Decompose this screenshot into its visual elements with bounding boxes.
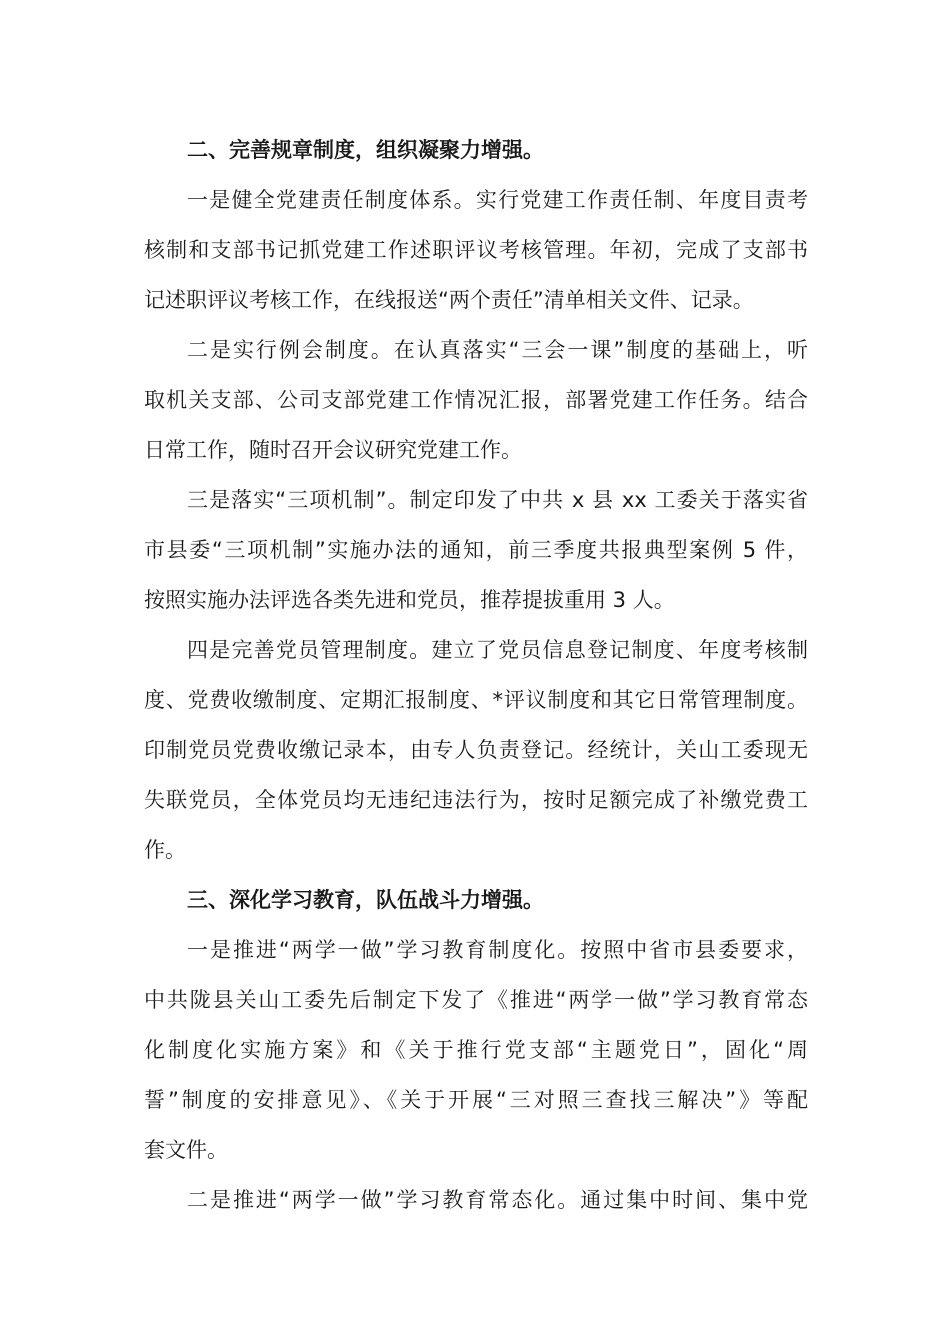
paragraph-institutionalize-study — [144, 925, 808, 1175]
paragraph-party-responsibility — [144, 175, 808, 325]
text-line: 一是推进“两学一做”学习教育制度化。按照中省市县委要求， — [187, 938, 808, 962]
text-line: 二是推进“两学一做”学习教育常态化。通过集中时间、集中党 — [187, 1188, 808, 1212]
document-page — [144, 125, 808, 1225]
text-line: 取机关支部、公司支部党建工作情况汇报，部署党建工作任务。结合 — [144, 388, 808, 412]
section-heading-2: 二、完善规章制度，组织凝聚力增强。 — [187, 138, 544, 162]
text-line: 失联党员，全体党员均无违纪违法行为，按时足额完成了补缴党费工 — [144, 788, 808, 812]
text-line: 市县委“三项机制”实施办法的通知，前三季度共报典型案例 5 件， — [144, 538, 808, 562]
text-line: 一是健全党建责任制度体系。实行党建工作责任制、年度目责考 — [187, 188, 808, 212]
section-heading-3: 三、深化学习教育，队伍战斗力增强。 — [187, 888, 544, 912]
text-line: 日常工作，随时召开会议研究党建工作。 — [144, 438, 522, 462]
text-line: 作。 — [144, 838, 186, 862]
text-line: 度、党费收缴制度、定期汇报制度、*评议制度和其它日常管理制度。 — [144, 688, 808, 712]
paragraph-three-mechanisms — [144, 475, 808, 625]
paragraph-normalize-study — [144, 1175, 808, 1225]
paragraph-regular-meetings — [144, 325, 808, 475]
text-line: 三是落实“三项机制”。制定印发了中共 x 县 xx 工委关于落实省 — [187, 488, 808, 512]
text-line: 记述职评议考核工作，在线报送“两个责任”清单相关文件、记录。 — [144, 288, 754, 312]
text-line: 核制和支部书记抓党建工作述职评议考核管理。年初，完成了支部书 — [144, 238, 808, 262]
text-line: 化制度化实施方案》和《关于推行党支部“主题党日”，固化“周 — [144, 1038, 808, 1062]
text-line: 印制党员党费收缴记录本，由专人负责登记。经统计，关山工委现无 — [144, 738, 808, 762]
text-line: 套文件。 — [144, 1138, 228, 1162]
text-line: 中共陇县关山工委先后制定下发了《推进“两学一做”学习教育常态 — [144, 988, 808, 1012]
text-line: 四是完善党员管理制度。建立了党员信息登记制度、年度考核制 — [187, 638, 808, 662]
text-line: 二是实行例会制度。在认真落实“三会一课”制度的基础上，听 — [187, 338, 808, 362]
text-line: 按照实施办法评选各类先进和党员，推荐提拔重用 3 人。 — [144, 588, 675, 612]
paragraph-member-management — [144, 625, 808, 875]
text-line: 誓”制度的安排意见》、《关于开展“三对照三查找三解决”》等配 — [144, 1088, 808, 1112]
